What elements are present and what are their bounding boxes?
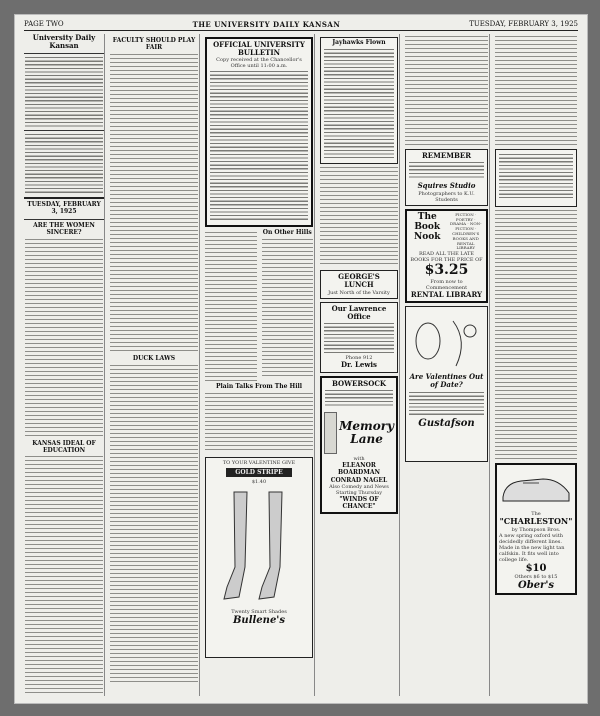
bulletin-subtitle: Copy received at the Chancellor's Office until 11:00 a.m.	[216, 57, 302, 70]
movie-with: with	[353, 456, 365, 463]
charleston-price: $10	[525, 562, 547, 574]
editorial-body-women	[25, 239, 103, 439]
charleston-the: The	[531, 511, 541, 517]
page-masthead	[24, 18, 578, 31]
plain-talks-head: Plain Talks From The Hill	[215, 383, 303, 391]
bulletin-title: OFFICIAL UNIVERSITY BULLETIN	[213, 40, 305, 58]
column-editorial	[24, 34, 105, 696]
column-ads	[404, 34, 490, 696]
jayhawks-box	[320, 37, 398, 164]
article-faculty	[110, 54, 198, 354]
squires-ad	[405, 149, 488, 206]
issue-date: TUESDAY, FEBRUARY 3, 1925	[469, 20, 578, 28]
ad-price: $1.40	[251, 478, 267, 485]
movie-star-2: CONRAD NAGEL	[330, 476, 388, 484]
bulletin-box	[205, 37, 313, 227]
gustafson-name: Gustafson	[418, 417, 475, 429]
obers-store: Ober's	[517, 579, 555, 591]
jewelry-illustration	[408, 311, 486, 371]
lawrence-office: Our Lawrence Office	[331, 303, 387, 322]
gustafson-body	[409, 392, 484, 416]
squires-sub: Photographers to K.U. Students	[418, 190, 475, 203]
editorial-date: TUESDAY, FEBRUARY 3, 1925	[27, 201, 101, 215]
nameplate: University Daily Kansan	[32, 34, 96, 51]
charleston-desc: A new spring oxford with decidedly different lines. Made in the new light tan calfskin. It fits well into college life.	[499, 532, 565, 563]
movie-extras: Also Comedy and News	[329, 483, 389, 490]
on-other-hills-head: On Other Hills	[262, 229, 312, 237]
next-film: "WINDS OF CHANCE"	[339, 495, 379, 510]
movie-title: Memory Lane	[339, 419, 394, 447]
bullenes-ad	[205, 457, 313, 658]
staff-list	[25, 134, 103, 194]
article-left	[205, 232, 257, 382]
book-tags: FICTION · POETRY · DRAMA · NON-FICTION · CHILDREN'S BOOKS AND RENTAL LIBRARY	[449, 211, 482, 251]
theater-blurb	[325, 390, 393, 408]
lunch-sub: Just North of the Varsity	[328, 289, 390, 296]
staff-box	[25, 57, 103, 127]
ad-brand: GOLD STRIPE	[226, 468, 292, 477]
theater-name: BOWERSOCK	[332, 378, 386, 388]
rental-price-sub: From now to Commencement	[425, 278, 468, 291]
doctor-phone: Phone 912	[345, 355, 373, 362]
book-nook-ad	[405, 209, 488, 303]
column-jayhawks	[319, 34, 400, 696]
stockings-illustration	[209, 487, 309, 607]
bulletin-notices	[210, 71, 308, 221]
ad-kicker: TO YOUR VALENTINE GIVE	[222, 459, 296, 466]
article-right	[495, 210, 577, 460]
news-body	[320, 167, 398, 267]
article-duck-laws	[110, 365, 198, 685]
starting-label: Starting Thursday	[335, 489, 383, 496]
headline-faculty: FACULTY SHOULD PLAY FAIR	[112, 37, 196, 51]
georges-lunch-ad	[320, 270, 398, 299]
plain-talks-body	[205, 393, 313, 453]
charleston-others: Others $6 to $15	[514, 573, 558, 580]
page-number: PAGE TWO	[24, 20, 64, 28]
jayhawks-head: Jayhawks Flown	[332, 39, 386, 46]
editorial-headline-kansas: KANSAS IDEAL OF EDUCATION	[32, 439, 96, 454]
on-other-hills-body	[262, 239, 314, 379]
article-top-right	[495, 36, 577, 146]
small-ad-right	[495, 149, 577, 207]
remember-label: REMEMBER	[421, 151, 472, 160]
obers-ad	[495, 463, 577, 595]
charleston-name: "CHARLESTON"	[499, 516, 573, 526]
jayhawks-body	[324, 49, 394, 159]
lunch-title: GEORGE'S LUNCH	[338, 271, 380, 290]
bowersock-ad	[320, 376, 398, 514]
doctor-name: Dr. Lewis	[341, 360, 377, 370]
rental-label: RENTAL LIBRARY	[410, 289, 483, 299]
ad-store: Bullene's	[232, 614, 285, 626]
movie-star-1: ELEANOR BOARDMAN	[337, 462, 381, 477]
column-bulletin	[204, 34, 315, 696]
rental-price: $3.25	[424, 262, 469, 279]
article-top	[405, 36, 488, 146]
editorial-headline-women: ARE THE WOMEN SINCERE?	[33, 221, 95, 236]
shoe-illustration	[499, 469, 573, 509]
charleston-by: by Thompson Bros.	[511, 526, 561, 533]
newspaper-page	[14, 14, 588, 704]
movie-portrait	[324, 412, 337, 454]
column-articles	[109, 34, 200, 696]
doctor-details	[324, 323, 394, 353]
book-nook-title: The Book Nook	[414, 211, 441, 242]
ad-caption: Twenty Smart Shades	[231, 608, 287, 615]
squires-blurb	[409, 162, 484, 180]
headline-duck-laws: DUCK LAWS	[132, 354, 176, 362]
valentines-question: Are Valentines Out of Date?	[409, 371, 484, 390]
gustafson-ad	[405, 306, 488, 462]
column-ads-right	[494, 34, 578, 696]
small-ad-text	[499, 154, 573, 198]
doctor-ad	[320, 302, 398, 373]
squires-name: Squires Studio	[417, 181, 476, 191]
newspaper-title: THE UNIVERSITY DAILY KANSAN	[192, 19, 341, 29]
editorial-body-kansas	[25, 456, 103, 696]
read-all-label: READ ALL THE LATE BOOKS FOR THE PRICE OF	[410, 251, 483, 264]
